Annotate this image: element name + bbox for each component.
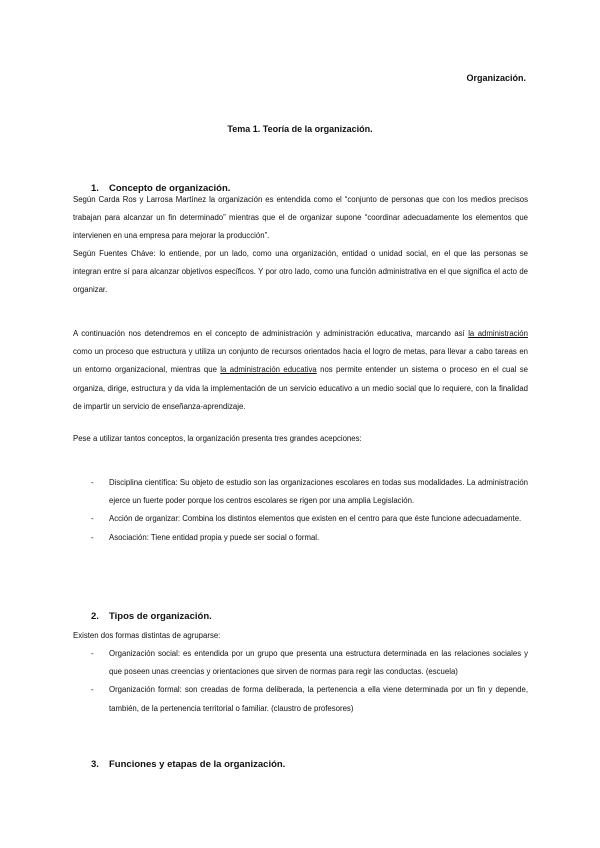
paragraph: Pese a utilizar tantos conceptos, la organización presenta tres grandes acepciones: (73, 434, 362, 443)
paragraph: Según Fuentes Cháve: lo entiende, por un lado, como una organización, entidad o unidad social, en el que las personas se integran entre sí para alcanzar objetivos específicos. Y por otro lado, como una función administrativa en el que significa el acto de organizar. (73, 249, 528, 295)
paragraph (73, 325, 528, 416)
section-3-heading (91, 759, 285, 770)
list-item-text: Asociación: Tiene entidad propia y puede ser social o formal. (109, 532, 320, 542)
paragraph: Existen dos formas distintas de agruparse: (73, 631, 221, 640)
text-span: nos permite entender un sistema o proceso en el cual se organiza, dirige, estructura y da vida la implementación de un servicio educativo a un medio social que lo requiere, con la finalidad de impartir un servicio de enseñanza-aprendizaje. (73, 365, 528, 411)
bullet-marker: - (91, 532, 94, 542)
list-item-text: Organización formal: son creadas de forma deliberada, la pertenencia a ella viene determinada por un fin y depende, también, de la pertenencia territorial o familiar. (claustro de profesores) (109, 685, 528, 713)
bullet-list (91, 645, 528, 718)
list-item (91, 645, 528, 681)
text-span: como un proceso que estructura y utiliza un conjunto de recursos orientados hacia el logro de metas, para llevar a cabo tareas en un entorno organizacional, mientras que (73, 347, 528, 375)
page-header: Organización. (466, 73, 526, 83)
section-number: 3. (91, 759, 99, 770)
list-item (91, 474, 528, 510)
list-item (91, 510, 528, 528)
section-number: 1. (91, 183, 99, 194)
text-span: A continuación nos detendremos en el concepto de administración y administración educativa, marcando así (73, 329, 469, 338)
bullet-marker: - (91, 649, 94, 658)
list-item (91, 529, 528, 547)
list-item-text: Acción de organizar: Combina los distintos elementos que existen en el centro para que éste funcione adecuadamente. (109, 514, 522, 524)
section-number: 2. (91, 611, 99, 622)
document-title: Tema 1. Teoría de la organización. (227, 124, 373, 134)
list-item (91, 681, 528, 717)
bullet-list (91, 474, 528, 547)
underlined-term: la administración (468, 329, 528, 338)
section-2-heading (91, 611, 212, 622)
bullet-marker: - (91, 514, 94, 524)
bullet-marker: - (91, 685, 94, 695)
underlined-term: la administración educativa (220, 365, 317, 375)
list-item-text: Disciplina científica: Su objeto de estudio son las organizaciones escolares en todas sus modalidades. La administración ejerce un fuerte poder porque los centros escolares se rigen por una amplia Legislación. (109, 478, 528, 506)
list-item-text: Organización social: es entendida por un grupo que presenta una estructura determinada en las relaciones sociales y que poseen unas creencias y orientaciones que sirven de normas para regir las conductas. (escuela) (109, 649, 528, 677)
section-title: Tipos de organización. (109, 611, 212, 622)
bullet-marker: - (91, 478, 94, 487)
section-title: Funciones y etapas de la organización. (109, 759, 286, 770)
section-title: Concepto de organización. (109, 183, 231, 194)
paragraph: Según Carda Ros y Larrosa Martínez la organización es entendida como el “conjunto de personas que con los medios precisos trabajan para alcanzar un fin determinado” mientras que el de organizar supone “coordinar adecuadamente los elementos que intervienen en una empresa para mejorar la producción”. (73, 195, 528, 241)
